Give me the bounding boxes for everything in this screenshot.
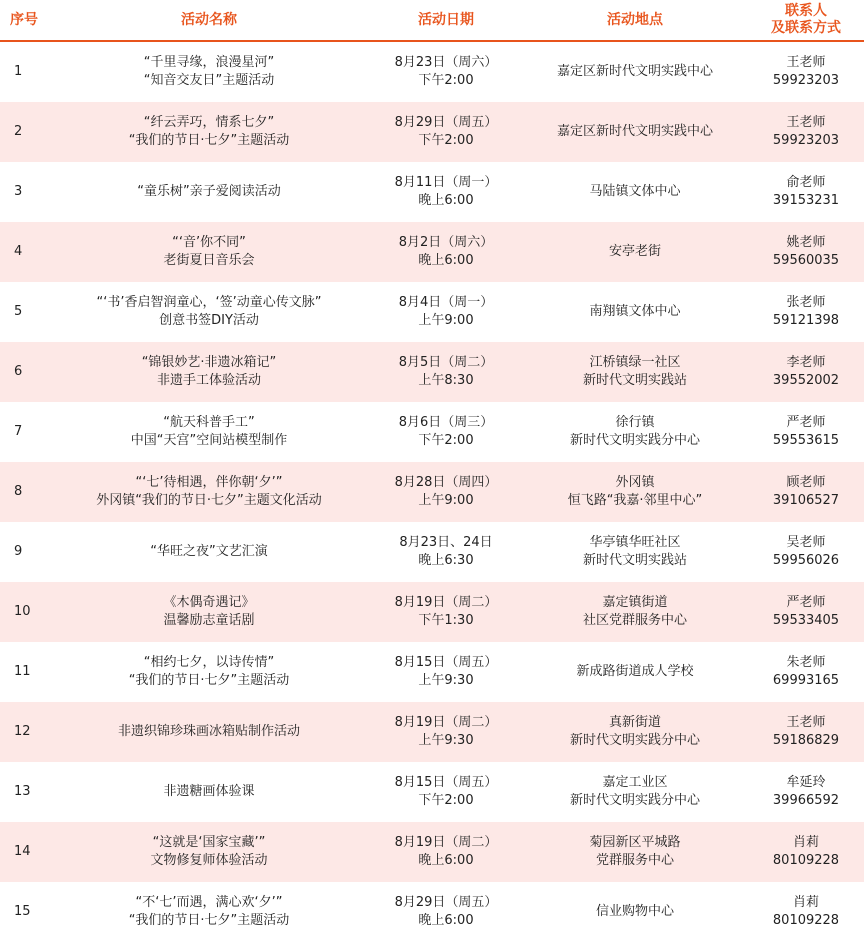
contact-cell-line: 姚老师 <box>786 235 826 250</box>
activity-name-cell <box>48 762 370 822</box>
contact-cell <box>748 462 864 522</box>
table-row <box>0 162 864 222</box>
activity-date-cell <box>370 822 522 882</box>
row-number: 8 <box>0 462 48 522</box>
header-place: 活动地点 <box>522 0 748 41</box>
activity-place-cell-line: 真新街道 <box>608 715 661 730</box>
table-row <box>0 282 864 342</box>
activity-name-cell <box>48 642 370 702</box>
activity-date-cell-line: 8月15日（周五） <box>394 655 498 670</box>
activity-place-cell <box>522 102 748 162</box>
activity-name-cell-line: “华旺之夜”文艺汇演 <box>150 544 268 559</box>
activity-name-cell-line: “不‘七’而遇，满心欢‘夕’” <box>135 895 283 910</box>
contact-cell-line: 80109228 <box>772 913 840 928</box>
activity-date-cell <box>370 702 522 762</box>
activity-date-cell-line: 下午2:00 <box>418 133 474 148</box>
contact-cell-line: 80109228 <box>772 853 840 868</box>
activity-place-cell <box>522 882 748 942</box>
contact-cell-line: 牟延玲 <box>786 775 826 790</box>
contact-cell <box>748 702 864 762</box>
row-number: 15 <box>14 904 31 919</box>
activity-name-cell-line: “我们的节日·七夕”主题活动 <box>128 913 290 928</box>
contact-cell <box>748 402 864 462</box>
activity-place-cell-line: 新时代文明实践分中心 <box>569 433 700 448</box>
activity-date-cell-line: 8月28日（周四） <box>394 475 498 490</box>
contact-cell <box>748 822 864 882</box>
activity-date-cell-line: 8月4日（周一） <box>398 295 494 310</box>
activity-date-cell-line: 晚上6:00 <box>418 253 474 268</box>
row-number: 4 <box>0 222 48 282</box>
activity-place-cell-line: 徐行镇 <box>615 415 655 430</box>
activity-name-cell-line: 《木偶奇遇记》 <box>163 595 255 610</box>
activity-date-cell <box>370 41 522 102</box>
contact-cell-line: 59956026 <box>772 553 840 568</box>
contact-cell-line: 59560035 <box>772 253 840 268</box>
activity-name-cell-line: “相约七夕，以诗传情” <box>143 655 275 670</box>
activity-name-cell <box>48 41 370 102</box>
activity-name-cell <box>48 162 370 222</box>
activity-date-cell <box>370 582 522 642</box>
contact-cell <box>748 522 864 582</box>
activity-date-cell-line: 8月19日（周二） <box>394 715 498 730</box>
contact-cell-line: 59553615 <box>772 433 840 448</box>
contact-cell <box>748 222 864 282</box>
activity-name-cell-line: 非遗织锦珍珠画冰箱贴制作活动 <box>117 724 300 739</box>
activity-date-cell-line: 下午2:00 <box>418 73 474 88</box>
activity-name-cell-line: “童乐树”亲子爱阅读活动 <box>137 184 281 199</box>
contact-cell <box>748 41 864 102</box>
activity-date-cell-line: 8月11日（周一） <box>394 175 498 190</box>
contact-cell <box>748 102 864 162</box>
activity-name-cell-line: “我们的节日·七夕”主题活动 <box>128 133 290 148</box>
activity-date-cell-line: 8月2日（周六） <box>398 235 494 250</box>
activity-name-cell <box>48 462 370 522</box>
row-number: 13 <box>14 784 31 799</box>
table-body <box>0 41 864 942</box>
activity-name-cell <box>48 402 370 462</box>
activity-place-cell-line: 新时代文明实践分中心 <box>569 793 700 808</box>
contact-cell-line: 肖莉 <box>792 895 819 910</box>
row-number: 2 <box>0 102 48 162</box>
activity-date-cell <box>370 462 522 522</box>
contact-cell <box>748 342 864 402</box>
activity-date-cell <box>370 222 522 282</box>
contact-cell <box>748 882 864 942</box>
contact-cell-line: 39106527 <box>772 493 840 508</box>
table-row <box>0 462 864 522</box>
activity-name-cell <box>48 102 370 162</box>
row-number: 9 <box>14 544 23 559</box>
activity-name-cell-line: “纤云弄巧，情系七夕” <box>143 115 275 130</box>
activity-name-cell-line: 温馨励志童话剧 <box>163 613 255 628</box>
activity-name-cell <box>48 702 370 762</box>
contact-cell-line: 顾老师 <box>786 475 826 490</box>
row-number: 1 <box>14 64 23 79</box>
activity-place-cell <box>522 822 748 882</box>
table-row <box>0 642 864 702</box>
contact-cell-line: 59923203 <box>772 133 840 148</box>
row-number: 7 <box>14 424 23 439</box>
activity-place-cell-line: 外冈镇 <box>615 475 655 490</box>
activity-date-cell <box>370 882 522 942</box>
activity-date-cell <box>370 642 522 702</box>
contact-cell <box>748 282 864 342</box>
contact-cell-line: 59121398 <box>772 313 840 328</box>
contact-cell-line: 严老师 <box>786 595 826 610</box>
activity-date-cell-line: 上午9:30 <box>418 733 474 748</box>
activity-date-cell-line: 晚上6:00 <box>418 853 474 868</box>
activity-date-cell-line: 下午2:00 <box>418 793 474 808</box>
activity-place-cell-line: 嘉定区新时代文明实践中心 <box>556 124 713 139</box>
contact-cell <box>748 162 864 222</box>
activity-place-cell-line: 安亭老街 <box>608 244 661 259</box>
activity-name-cell-line: “‘音’你不同” <box>172 235 246 250</box>
activity-date-cell <box>370 402 522 462</box>
table-row <box>0 41 864 102</box>
contact-cell-line: 王老师 <box>786 115 826 130</box>
table-row <box>0 342 864 402</box>
activity-date-cell-line: 下午1:30 <box>418 613 474 628</box>
activity-name-cell-line: “知音交友日”主题活动 <box>143 73 275 88</box>
activity-name-cell-line: “这就是‘国家宝藏’” <box>152 835 266 850</box>
row-number: 10 <box>0 582 48 642</box>
activity-place-cell-line: 新时代文明实践站 <box>582 373 687 388</box>
activity-date-cell <box>370 282 522 342</box>
activity-place-cell-line: 党群服务中心 <box>595 853 674 868</box>
activity-date-cell-line: 晚上6:30 <box>418 553 474 568</box>
activity-place-cell-line: 新时代文明实践站 <box>582 553 687 568</box>
activity-place-cell <box>522 642 748 702</box>
row-number: 14 <box>0 822 48 882</box>
activity-date-cell-line: 上午9:30 <box>418 673 474 688</box>
activity-name-cell-line: 创意书签DIY活动 <box>159 313 259 328</box>
activity-place-cell-line: 江桥镇绿一社区 <box>589 355 681 370</box>
header-num: 序号 <box>0 0 48 41</box>
header-contact-line-1: 联系人 <box>785 3 827 19</box>
activity-place-cell <box>522 162 748 222</box>
table-row <box>0 102 864 162</box>
table-row <box>0 702 864 762</box>
table-row <box>0 222 864 282</box>
contact-cell-line: 39153231 <box>772 193 840 208</box>
contact-cell-line: 俞老师 <box>786 175 826 190</box>
activity-place-cell <box>522 702 748 762</box>
table-row <box>0 582 864 642</box>
activity-place-cell-line: 信业购物中心 <box>595 904 674 919</box>
activity-date-cell <box>370 102 522 162</box>
activity-date-cell-line: 8月5日（周二） <box>398 355 494 370</box>
header-name: 活动名称 <box>48 0 370 41</box>
activity-place-cell-line: 新成路街道成人学校 <box>576 664 694 679</box>
activity-name-cell-line: 老街夏日音乐会 <box>163 253 255 268</box>
activity-place-cell-line: 新时代文明实践分中心 <box>569 733 700 748</box>
activity-date-cell-line: 8月23日（周六） <box>394 55 498 70</box>
header-row <box>0 0 864 41</box>
activity-place-cell-line: 社区党群服务中心 <box>582 613 687 628</box>
activity-name-cell-line: “千里寻缘，浪漫星河” <box>143 55 275 70</box>
table-row <box>0 882 864 942</box>
contact-cell-line: 39552002 <box>772 373 840 388</box>
activity-place-cell <box>522 222 748 282</box>
row-number: 3 <box>14 184 23 199</box>
activity-name-cell-line: “我们的节日·七夕”主题活动 <box>128 673 290 688</box>
activity-date-cell-line: 晚上6:00 <box>418 193 474 208</box>
table-row <box>0 762 864 822</box>
activity-date-cell-line: 8月23日、24日 <box>399 535 493 550</box>
table-row <box>0 402 864 462</box>
contact-cell-line: 39966592 <box>772 793 840 808</box>
activity-place-cell <box>522 582 748 642</box>
activity-name-cell-line: “‘七’待相遇，伴你朝‘夕’” <box>135 475 283 490</box>
table-row <box>0 822 864 882</box>
contact-cell-line: 吴老师 <box>786 535 826 550</box>
contact-cell-line: 王老师 <box>786 55 826 70</box>
activity-place-cell-line: 嘉定工业区 <box>602 775 668 790</box>
activity-name-cell-line: 文物修复师体验活动 <box>150 853 268 868</box>
contact-cell-line: 59533405 <box>772 613 840 628</box>
activity-name-cell-line: 外冈镇“我们的节日·七夕”主题文化活动 <box>96 493 322 508</box>
contact-cell-line: 李老师 <box>786 355 826 370</box>
activity-name-cell-line: “‘书’香启智润童心，‘签’动童心传文脉” <box>96 295 322 310</box>
header-contact-line-2: 及联系方式 <box>771 20 841 36</box>
activity-name-cell <box>48 582 370 642</box>
activity-date-cell <box>370 342 522 402</box>
row-number: 12 <box>0 702 48 762</box>
activity-date-cell-line: 上午9:00 <box>418 313 474 328</box>
contact-cell-line: 肖莉 <box>792 835 819 850</box>
row-number: 6 <box>0 342 48 402</box>
activity-name-cell <box>48 522 370 582</box>
activity-place-cell <box>522 522 748 582</box>
activity-name-cell-line: 中国“天宫”空间站模型制作 <box>130 433 288 448</box>
activity-date-cell-line: 8月15日（周五） <box>394 775 498 790</box>
activity-place-cell-line: 华亭镇华旺社区 <box>589 535 681 550</box>
contact-cell <box>748 762 864 822</box>
activity-name-cell <box>48 282 370 342</box>
activity-date-cell-line: 晚上6:00 <box>418 913 474 928</box>
activity-place-cell <box>522 342 748 402</box>
activity-date-cell-line: 8月29日（周五） <box>394 895 498 910</box>
contact-cell-line: 59923203 <box>772 73 840 88</box>
activity-place-cell <box>522 282 748 342</box>
contact-cell-line: 朱老师 <box>786 655 826 670</box>
activity-place-cell <box>522 402 748 462</box>
activity-name-cell-line: “航天科普手工” <box>163 415 255 430</box>
activity-place-cell <box>522 462 748 522</box>
row-number: 11 <box>14 664 31 679</box>
contact-cell-line: 张老师 <box>786 295 826 310</box>
header-date: 活动日期 <box>370 0 522 41</box>
activity-name-cell <box>48 222 370 282</box>
activity-place-cell-line: 菊园新区平城路 <box>589 835 681 850</box>
activity-name-cell-line: 非遗手工体验活动 <box>156 373 261 388</box>
activity-place-cell-line: 嘉定区新时代文明实践中心 <box>556 64 713 79</box>
activity-name-cell <box>48 342 370 402</box>
activity-place-cell-line: 嘉定镇街道 <box>602 595 668 610</box>
activity-date-cell-line: 8月19日（周二） <box>394 595 498 610</box>
activity-name-cell <box>48 882 370 942</box>
activity-name-cell <box>48 822 370 882</box>
activity-place-cell-line: 恒飞路“我嘉·邻里中心” <box>567 493 703 508</box>
row-number: 5 <box>14 304 23 319</box>
activity-place-cell <box>522 41 748 102</box>
activity-place-cell <box>522 762 748 822</box>
activity-date-cell-line: 8月29日（周五） <box>394 115 498 130</box>
contact-cell-line: 王老师 <box>786 715 826 730</box>
activity-date-cell <box>370 762 522 822</box>
activity-date-cell-line: 上午9:00 <box>418 493 474 508</box>
activity-date-cell <box>370 522 522 582</box>
contact-cell-line: 59186829 <box>772 733 840 748</box>
contact-cell <box>748 642 864 702</box>
activity-name-cell-line: “锦银妙艺·非遗冰箱记” <box>141 355 277 370</box>
activity-date-cell-line: 8月19日（周二） <box>394 835 498 850</box>
contact-cell-line: 69993165 <box>772 673 840 688</box>
activity-place-cell-line: 南翔镇文体中心 <box>589 304 681 319</box>
activity-name-cell-line: 非遗糖画体验课 <box>163 784 255 799</box>
contact-cell-line: 严老师 <box>786 415 826 430</box>
contact-cell <box>748 582 864 642</box>
table-row <box>0 522 864 582</box>
header-contact <box>748 0 864 41</box>
activity-place-cell-line: 马陆镇文体中心 <box>589 184 681 199</box>
activity-date-cell-line: 8月6日（周三） <box>398 415 494 430</box>
activity-date-cell-line: 下午2:00 <box>418 433 474 448</box>
activity-date-cell-line: 上午8:30 <box>418 373 474 388</box>
activity-date-cell <box>370 162 522 222</box>
